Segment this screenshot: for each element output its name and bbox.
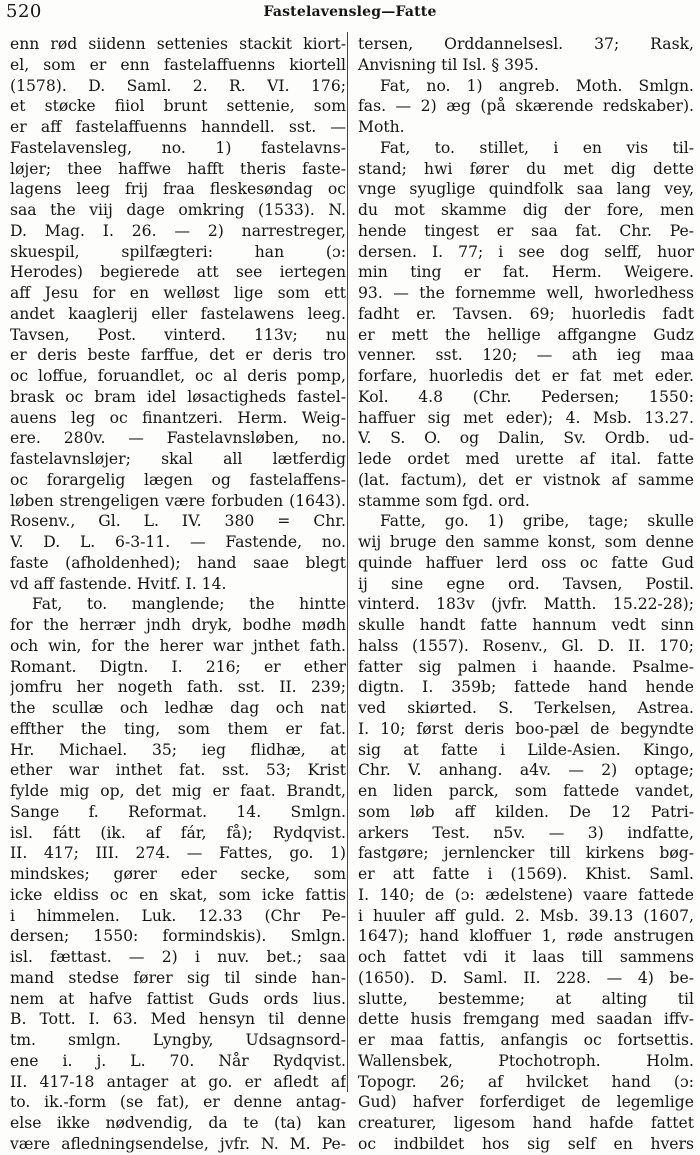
text-line: B. Tott. I. 63. Med hensyn til denne <box>10 1010 346 1029</box>
text-line: Sange f. Reformat. 14. Smlgn. <box>10 802 346 821</box>
text-line: ved skiørted. S. Terkelsen, Astrea. <box>358 699 694 717</box>
page-header <box>0 0 700 26</box>
text-line: oc forargelig lægen og fastelaffens- <box>10 470 346 489</box>
text-line: brask oc bram idel løsactigheds fastel- <box>10 387 346 406</box>
text-line: Fat, to. manglende; the hintte <box>32 595 346 614</box>
text-line: I. 140; de (ɔ: ædelstene) vaare fattede <box>358 885 694 904</box>
text-line: ij sine egne ord. Tavsen, Postil. <box>358 574 694 593</box>
text-line: Fatte, go. 1) gribe, tage; skulle <box>380 512 694 531</box>
text-line: dersen. I. 77; i see dog selff, huor <box>358 242 694 261</box>
text-line: fastgøre; jernlencker till kirkens bøg- <box>358 844 694 863</box>
text-line: løben strengeligen være forbuden (1643). <box>10 491 346 510</box>
text-line: fas. — 2) æg (på skærende redskaber). <box>358 97 694 116</box>
text-line: Anvisning til Isl. § 395. <box>358 55 539 74</box>
text-line: Hr. Michael. 35; ieg flidhæ, at <box>10 740 346 759</box>
text-line: el, som er enn fastelaffuenns kiortell <box>10 55 346 74</box>
text-line: quinde haffuer lerd oss oc fatte Gud <box>358 553 694 572</box>
text-line: II. 417; III. 274. — Fattes, go. 1) <box>10 844 346 863</box>
text-line: saa the viij dage omkring (1533). N. <box>10 201 346 219</box>
text-line: venner. sst. 120; — ath ieg maa <box>358 346 694 365</box>
text-line: løjer; thee haffwe hafft theris faste- <box>10 159 346 178</box>
text-line: Kol. 4.8 (Chr. Pedersen; 1550: <box>358 387 694 406</box>
text-line: min ting er fat. Herm. Weigere. <box>358 263 694 282</box>
text-line: i huuler aff guld. 2. Msb. 39.13 (1607, <box>358 906 694 925</box>
text-line: er aff fastelaffuenns hanndell. sst. — <box>10 118 346 136</box>
text-line: lagens leeg frij fraa fleskesøndag oc <box>10 180 346 199</box>
text-line: fadht er. Tavsen. 69; huorledis fadt <box>358 304 694 323</box>
text-line: slutte, bestemme; at alting til <box>358 989 694 1008</box>
text-line: nem at hafve fattist Guds ords lius. <box>10 989 346 1008</box>
text-line: Rosenv., Gl. L. IV. 380 = Chr. <box>10 512 346 531</box>
text-line: II. 417-18 antager at go. er afledt af <box>10 1072 346 1091</box>
text-line: wij bruge den samme konst, som denne <box>358 533 694 551</box>
text-line: to. ik.-form (se fat), er denne antag- <box>10 1093 346 1112</box>
text-line: skulle handt fatte hannum vedt sinn <box>358 616 694 634</box>
text-line: lede ordet med urette af ital. fatte <box>358 450 694 468</box>
text-line: och win, for the herer war jnthet fath. <box>10 636 346 655</box>
text-line: for the herrær jndh dryk, bodhe mødh <box>10 616 346 634</box>
text-line: Fat, no. 1) angreb. Moth. Smlgn. <box>380 76 694 95</box>
text-line: Tavsen, Post. vinterd. 113v; nu <box>10 325 346 344</box>
text-line: (1650). D. Saml. II. 228. — 4) be- <box>358 968 694 987</box>
text-line: ere. 280v. — Fastelavnsløben, no. <box>10 429 346 448</box>
text-line: sig at fatte i Lilde-Asien. Kingo, <box>358 740 694 759</box>
text-line: else ikke nødvendig, da te (ta) kan <box>10 1114 346 1132</box>
text-line: (1578). D. Saml. 2. R. VI. 176; <box>10 76 346 95</box>
text-line: halss (1557). Rosenv., Gl. D. II. 170; <box>358 636 694 655</box>
text-line: faste (afholdenhed); hand saae blegt <box>10 553 346 572</box>
text-line: fylde mig op, det mig er faat. Brandt, <box>10 782 346 800</box>
text-line: jomfru her nogeth fath. sst. II. 239; <box>10 678 346 697</box>
running-head: Fastelavensleg—Fatte <box>263 4 437 20</box>
text-line: digtn. I. 359b; fattede hand hende <box>358 678 694 697</box>
text-line: fatter sig palmen i haande. Psalme- <box>358 657 694 676</box>
text-line: stamme som fgd. ord. <box>358 491 530 510</box>
text-line: V. S. O. og Dalin, Sv. Ordb. ud- <box>358 429 694 448</box>
text-line: creaturer, ligesom hand hafde fattet <box>358 1114 694 1132</box>
text-line: oc indbildet hos sig self en hvers <box>358 1134 694 1153</box>
text-line: mindskes; gører eder secke, som <box>10 865 346 883</box>
text-line: 93. — the fornemme well, hworledhess <box>358 284 694 302</box>
text-line: Fat, to. stillet, i en vis til- <box>380 138 694 157</box>
text-line: enn rød siidenn settenies stackit kiort- <box>10 35 346 53</box>
page-number: 520 <box>6 1 42 22</box>
text-line: vd aff fastende. Hvitf. I. 14. <box>10 574 227 593</box>
text-line: andet kaaglerij eller fastelawens leeg. <box>10 304 346 323</box>
text-line: er att fatte i (1569). Khist. Saml. <box>358 865 694 883</box>
text-line: tm. smlgn. Lyngby, Udsagnsord- <box>10 1031 346 1049</box>
text-line: ene i. j. L. 70. Når Rydqvist. <box>10 1051 346 1070</box>
text-line: dersen; 1550: formindskis). Smlgn. <box>10 927 346 946</box>
text-line: vinterd. 183v (jvfr. Matth. 15.22-28); <box>358 595 694 614</box>
text-line: 1647); hand kloffuer 1, røde anstrugen <box>358 927 694 946</box>
text-line: være afledningsendelse, jvfr. N. M. Pe- <box>10 1134 346 1153</box>
text-line: vnge syuglige quindfolk saa lang vey, <box>358 180 694 199</box>
text-line: du mot skamme dig der fore, men <box>358 201 694 219</box>
text-line: V. D. L. 6-3-11. — Fastende, no. <box>10 533 346 551</box>
text-line: mand stedse fører sig til sinde han- <box>10 968 346 987</box>
text-line: tersen, Orddannelsesl. 37; Rask, <box>358 35 694 53</box>
text-line: en liden parck, som fattede vandet, <box>358 782 694 800</box>
text-line: aff Jesu for en welløst lige som ett <box>10 284 346 302</box>
text-line: Chr. V. anhang. a4v. — 2) optage; <box>358 761 694 780</box>
text-line: fastelavnsløjer; skal all lætferdig <box>10 450 346 468</box>
text-line: haffuer sig met eder); 4. Msb. 13.27. <box>358 408 694 427</box>
text-line: the scullæ och ledhæ dag och nat <box>10 699 346 717</box>
text-line: isl. fátt (ik. af fár, få); Rydqvist. <box>10 823 346 842</box>
text-line: Gud) hafver forferdiget de legemlige <box>358 1093 694 1112</box>
column-divider <box>347 32 348 1092</box>
text-line: Fastelavensleg, no. 1) fastelavns- <box>10 138 346 157</box>
text-line: forfare, huorledis det er fat met eder. <box>358 367 694 385</box>
text-line: Topogr. 26; af hvilcket hand (ɔ: <box>358 1072 694 1091</box>
text-line: ether war inthet fat. sst. 53; Krist <box>10 761 346 780</box>
text-line: och fattet vdi it laas till sammens <box>358 948 694 966</box>
text-line: et støcke fiiol brunt settenie, som <box>10 97 346 116</box>
text-line: stand; hwi fører du met dig dette <box>358 159 694 178</box>
right-column <box>358 34 694 1155</box>
text-line: oc loffue, foruandlet, oc al deris pomp, <box>10 367 346 385</box>
text-line: Wallensbek, Ptochotroph. Holm. <box>358 1051 694 1070</box>
text-line: isl. fættast. — 2) i nuv. bet.; saa <box>10 948 346 966</box>
text-line: som løb aff kilden. De 12 Patri- <box>358 802 694 821</box>
text-line: Herodes) begierede att see iertegen <box>10 263 346 282</box>
text-line: dette husis fremgang med saadan iffv- <box>358 1010 694 1029</box>
text-line: Moth. <box>358 118 405 136</box>
text-line: effther the ting, som them er fat. <box>10 719 346 738</box>
text-line: er mett the hellige affgangne Gudz <box>358 325 694 344</box>
text-line: (lat. factum), det er vistnok af samme <box>358 470 694 489</box>
text-line: i himmelen. Luk. 12.33 (Chr Pe- <box>10 906 346 925</box>
text-line: I. 10; først deris boo-pæl de begyndte <box>358 719 694 738</box>
text-line: skuespil, spilfægteri: han (ɔ: <box>10 242 346 261</box>
text-line: er deris beste farffue, det er deris tro <box>10 346 346 365</box>
text-line: Romant. Digtn. I. 216; er ether <box>10 657 346 676</box>
text-line: er maa fattis, anfangis oc fortsettis. <box>358 1031 694 1049</box>
text-line: arkers Test. n5v. — 3) indfatte, <box>358 823 694 842</box>
text-line: hende tingest er saa fat. Chr. Pe- <box>358 221 694 240</box>
left-column <box>10 34 346 1155</box>
text-line: D. Mag. I. 26. — 2) narrestreger, <box>10 221 346 240</box>
text-line: auens leg oc finantzeri. Herm. Weig- <box>10 408 346 427</box>
text-line: icke eldiss oc en skat, som icke fattis <box>10 885 346 904</box>
